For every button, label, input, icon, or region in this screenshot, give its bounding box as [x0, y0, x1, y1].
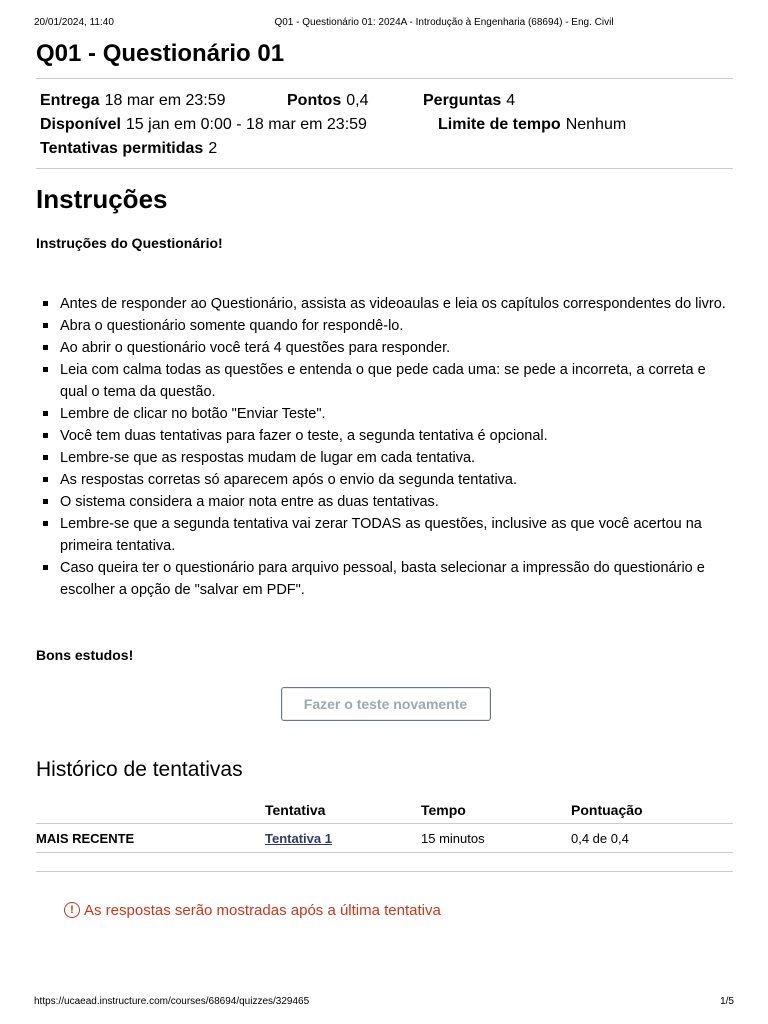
detail-time-limit: Limite de tempo Nenhum	[438, 116, 627, 133]
column-header-time: Tempo	[421, 797, 571, 824]
list-item-text: Abra o questionário somente quando for respondê-lo.	[60, 318, 404, 334]
quiz-title: Q01 - Questionário 01	[36, 40, 285, 67]
warning-circle-icon: !	[64, 902, 80, 918]
list-item	[36, 403, 733, 425]
list-item-text: Caso queira ter o questionário para arquivo pessoal, basta selecionar a impressão do questionário e escolher a opção de "salvar em PDF".	[60, 560, 705, 598]
divider	[36, 168, 733, 169]
list-item	[36, 359, 733, 403]
bullet-icon	[43, 323, 48, 328]
list-item	[36, 557, 733, 601]
retake-quiz-button[interactable]: Fazer o teste novamente	[281, 687, 491, 721]
detail-due: Entrega 18 mar em 23:59	[40, 92, 226, 109]
print-page-title: Q01 - Questionário 01: 2024A - Introdução à Engenharia (68694) - Eng. Civil	[274, 17, 614, 28]
list-item-text: As respostas corretas só aparecem após o envio da segunda tentativa.	[60, 472, 518, 488]
list-item-text: Lembre-se que a segunda tentativa vai zerar TODAS as questões, inclusive as que você acertou na primeira tentativa.	[60, 516, 702, 554]
details-row-1	[40, 89, 733, 113]
bullet-icon	[43, 565, 48, 570]
details-row-2	[40, 113, 733, 137]
column-header-score: Pontuação	[571, 797, 733, 824]
instructions-list	[36, 293, 733, 601]
print-footer	[34, 996, 734, 1010]
list-item	[36, 447, 733, 469]
history-heading: Histórico de tentativas	[36, 758, 243, 781]
divider	[36, 871, 733, 872]
attempts-table	[36, 797, 733, 853]
list-item	[36, 491, 733, 513]
attempt-link[interactable]: Tentativa 1	[265, 830, 332, 846]
attempt-status: MAIS RECENTE	[36, 824, 265, 853]
list-item	[36, 337, 733, 359]
quiz-details	[36, 79, 733, 168]
print-page-number: 1/5	[720, 996, 734, 1007]
list-item-text: Antes de responder ao Questionário, assista as videoaulas e leia os capítulos correspondentes do livro.	[60, 296, 726, 312]
notice-text: As respostas serão mostradas após a última tentativa	[84, 901, 441, 919]
attempt-score: 0,4 de 0,4	[571, 824, 733, 853]
list-item	[36, 513, 733, 557]
list-item-text: Lembre de clicar no botão "Enviar Teste".	[60, 406, 326, 422]
answers-notice	[64, 900, 733, 920]
list-item	[36, 293, 733, 315]
bullet-icon	[43, 499, 48, 504]
list-item-text: Você tem duas tentativas para fazer o teste, a segunda tentativa é opcional.	[60, 428, 548, 444]
detail-points: Pontos 0,4	[287, 92, 369, 109]
details-row-3	[40, 137, 733, 161]
list-item	[36, 425, 733, 447]
table-row	[36, 824, 733, 853]
bullet-icon	[43, 521, 48, 526]
print-header	[34, 17, 734, 31]
list-item-text: Lembre-se que as respostas mudam de lugar em cada tentativa.	[60, 450, 476, 466]
column-header-attempt: Tentativa	[265, 797, 421, 824]
instructions-subtitle: Instruções do Questionário!	[36, 235, 223, 251]
bullet-icon	[43, 411, 48, 416]
column-header-status	[36, 797, 265, 824]
instructions-heading: Instruções	[36, 184, 168, 214]
bullet-icon	[43, 433, 48, 438]
quiz-content	[36, 38, 733, 920]
bullet-icon	[43, 345, 48, 350]
detail-questions: Perguntas 4	[423, 92, 516, 109]
retake-button-container	[36, 687, 733, 723]
list-item	[36, 315, 733, 337]
detail-available: Disponível 15 jan em 0:00 - 18 mar em 23:59	[40, 116, 367, 133]
closing-text: Bons estudos!	[36, 647, 134, 663]
print-datetime: 20/01/2024, 11:40	[34, 17, 114, 28]
bullet-icon	[43, 367, 48, 372]
list-item	[36, 469, 733, 491]
detail-attempts: Tentativas permitidas 2	[40, 140, 218, 157]
attempt-cell	[265, 824, 421, 853]
list-item-text: Leia com calma todas as questões e entenda o que pede cada uma: se pede a incorreta, a correta e qual o tema da questão.	[60, 362, 706, 400]
bullet-icon	[43, 301, 48, 306]
print-url: https://ucaead.instructure.com/courses/68694/quizzes/329465	[34, 996, 310, 1007]
list-item-text: O sistema considera a maior nota entre as duas tentativas.	[60, 494, 439, 510]
bullet-icon	[43, 455, 48, 460]
table-header-row	[36, 797, 733, 824]
attempt-time: 15 minutos	[421, 824, 571, 853]
bullet-icon	[43, 477, 48, 482]
list-item-text: Ao abrir o questionário você terá 4 questões para responder.	[60, 340, 451, 356]
